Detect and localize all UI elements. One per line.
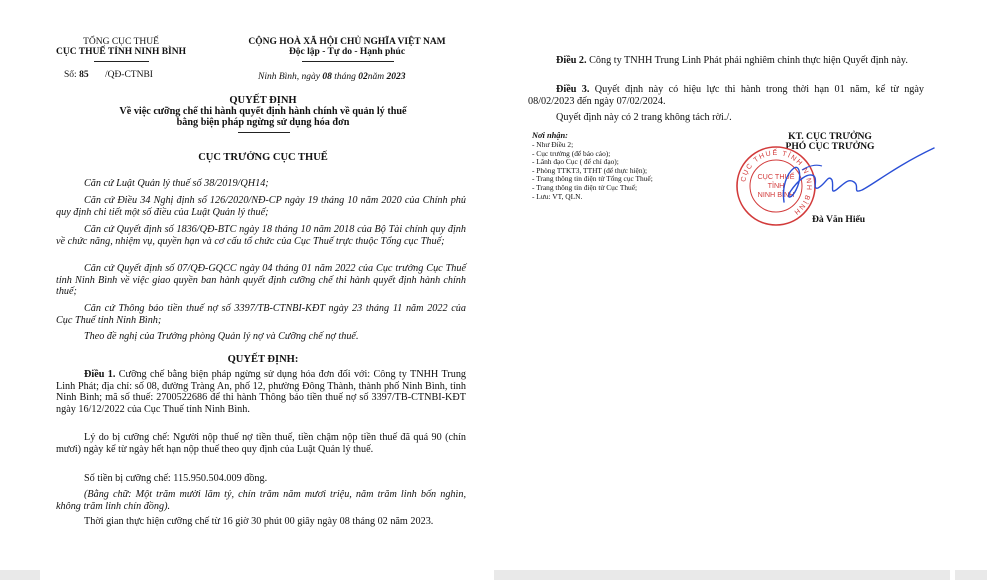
- stamp-center-2: TỈNH: [767, 181, 785, 190]
- article-1: Điều 1. Cưỡng chế bằng biện pháp ngừng sử dụng hóa đơn đối với: Công ty TNHH Trung Linh Phát; địa chỉ: số 08, đường Tràng An, phố 12, phường Đông Thành, thành phố Ninh Bình, tỉnh Ninh Bình; mã số thuế: 2700522686 để thi hành Thông báo tiền thuế nợ số 3397/TB-CTNBI-KĐT ngày 16/12/2022 của Cục Thuế tỉnh Ninh Bình.: [56, 369, 467, 415]
- article-3: Điều 3. Quyết định này có hiệu lực thi hành trong thời hạn 01 năm, kể từ ngày 08/02/2023 đến ngày 07/02/2024.: [528, 84, 924, 107]
- agency-parent: TỔNG CỤC THUẾ: [83, 37, 159, 47]
- decision-title: QUYẾT ĐỊNH: [229, 95, 297, 106]
- agency-name: CỤC THUẾ TỈNH NINH BÌNH: [55, 47, 187, 57]
- motto-underline: [302, 61, 394, 62]
- place-date: Ninh Bình, ngày 08 tháng 02năm 2023: [258, 72, 406, 82]
- preamble-6: Theo đề nghị của Trưởng phòng Quản lý nợ và Cưỡng chế nợ thuế.: [84, 331, 359, 342]
- decision-heading: QUYẾT ĐỊNH:: [227, 354, 299, 365]
- recipients-list: [532, 141, 653, 201]
- stamp-ring-text: CỤC THUẾ TỈNH NINH BÌNH: [740, 149, 813, 217]
- article-1-amount-words: (Bằng chữ: Một trăm mười lăm tỷ, chín trăm năm mươi triệu, năm trăm linh bốn nghìn, không trăm linh chín đồng).: [56, 489, 466, 512]
- document-page-2: [494, 0, 956, 570]
- article-1-reason: Lý do bị cưỡng chế: Người nộp thuế nợ tiền thuế, tiền chậm nộp tiền thuế đã quá 90 (chín mươi) ngày kể từ ngày hết hạn nộp thuế theo quy định của Luật Quản lý thuế.: [56, 432, 466, 455]
- preamble-5: Căn cứ Thông báo tiền thuế nợ số 3397/TB-CTNBI-KĐT ngày 23 tháng 11 năm 2022 của Cục Thuế tỉnh Ninh Bình;: [56, 303, 466, 326]
- page-gutter-right: [494, 570, 950, 580]
- issuing-authority: CỤC TRƯỞNG CỤC THUẾ: [198, 152, 328, 163]
- preamble-4: Căn cứ Quyết định số 07/QĐ-GQCC ngày 04 tháng 01 năm 2022 của Cục trưởng Cục Thuế tỉnh Ninh Bình về việc giao quyền ban hành quyết định cưỡng chế thi hành quyết định hành chính thuế;: [56, 263, 466, 298]
- recipient-item: - Lưu: VT, QLN.: [532, 191, 583, 201]
- decision-subject-line1: Về việc cưỡng chế thi hành quyết định hành chính về quản lý thuế: [119, 106, 407, 117]
- signatory-title-1: KT. CỤC TRƯỞNG: [788, 131, 872, 142]
- recipient-item: - Lãnh đạo Cục ( để chỉ đạo);: [532, 157, 619, 167]
- recipient-item: - Phòng TTKT3, TTHT (để thực hiện);: [532, 165, 648, 175]
- signatory-title-2: PHÓ CỤC TRƯỞNG: [785, 141, 875, 152]
- recipients-title: Nơi nhận:: [532, 131, 568, 140]
- recipient-item: - Cục trưởng (để báo cáo);: [532, 148, 611, 158]
- document-page-1: [32, 0, 494, 570]
- article-2: Điều 2. Công ty TNHH Trung Linh Phát phải nghiêm chỉnh thực hiện Quyết định này.: [556, 55, 908, 66]
- nation-motto: Độc lập - Tự do - Hạnh phúc: [288, 47, 406, 57]
- agency-underline: [94, 61, 149, 62]
- recipient-item: - Trang thông tin điện tử Cục Thuế;: [532, 182, 638, 192]
- decision-subject-line2: bằng biện pháp ngừng sử dụng hóa đơn: [176, 117, 350, 128]
- handwritten-signature: [756, 140, 946, 220]
- stamp-center-3: NINH BÌNH: [757, 190, 795, 199]
- page-gutter-left: [0, 570, 40, 580]
- preamble-2: Căn cứ Điều 34 Nghị định số 126/2020/NĐ-CP ngày 19 tháng 10 năm 2020 của Chính phủ quy định chi tiết một số điều của Luật Quản lý thuế;: [56, 195, 466, 218]
- recipient-item: - Như Điều 2;: [532, 140, 574, 149]
- document-number: Số: 85 /QĐ-CTNBI: [64, 70, 153, 80]
- preamble-1: Căn cứ Luật Quản lý thuế số 38/2019/QH14;: [84, 178, 269, 189]
- subject-underline: [238, 132, 290, 133]
- article-1-amount: Số tiền bị cưỡng chế: 115.950.504.009 đồng.: [84, 473, 268, 484]
- recipient-item: - Trang thông tin điện tử Tổng cục Thuế;: [532, 174, 653, 184]
- stamp-center-1: CỤC THUẾ: [757, 172, 795, 181]
- pages-note: Quyết định này có 2 trang không tách rời./.: [556, 112, 732, 123]
- page-gutter-end: [955, 570, 987, 580]
- signatory-name: Đà Văn Hiếu: [812, 214, 866, 225]
- nation-name: CỘNG HOÀ XÃ HỘI CHỦ NGHĨA VIỆT NAM: [248, 37, 446, 47]
- preamble-3: Căn cứ Quyết định số 1836/QĐ-BTC ngày 18 tháng 10 năm 2018 của Bộ Tài chính quy định về chức năng, nhiệm vụ, quyền hạn và cơ cấu tổ chức của Cục Thuế trực thuộc Tổng cục Thuế;: [56, 224, 466, 247]
- article-1-time: Thời gian thực hiện cưỡng chế từ 16 giờ 30 phút 00 giây ngày 08 tháng 02 năm 2023.: [84, 516, 434, 527]
